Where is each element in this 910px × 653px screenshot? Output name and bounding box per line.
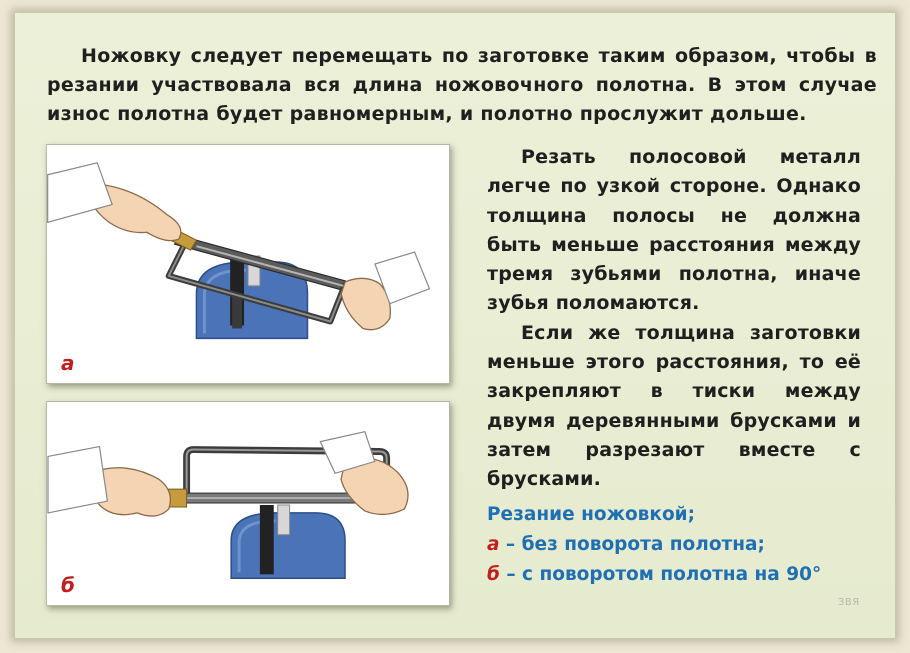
- right-paragraph-1: Резать полосовой металл легче по узкой стороне. Однако толщина полосы не должна быть меньше расстояния между тремя зубьями полотна, иначе зубья поломаются.: [487, 146, 861, 315]
- figure-caption: [487, 500, 867, 590]
- figure-a: [46, 144, 450, 384]
- figure-b-label: б: [61, 573, 75, 597]
- caption-title: Резание ножовкой;: [487, 504, 696, 525]
- right-paragraph-2: Если же толщина заготовки меньше этого расстояния, то её закрепляют в тиски между двумя деревянными брусками и затем разрезают вместе с брусками.: [487, 321, 861, 491]
- caption-item-b: [487, 560, 867, 590]
- caption-item-b-text: – с поворотом полотна на 90°: [499, 564, 822, 585]
- caption-item-a: [487, 530, 867, 560]
- intro-paragraph: Ножовку следует перемещать по заготовке таким образом, чтобы в резании участвовала вся длина ножовочного полотна. В этом случае износ полотна будет равномерным, и полотно прослужит дольше.: [47, 45, 877, 125]
- caption-item-a-text: – без поворота полотна;: [499, 534, 765, 555]
- watermark: ЗВЯ: [838, 597, 860, 608]
- figure-a-label: а: [61, 351, 75, 375]
- hacksaw-rotated-illustration: [47, 402, 449, 605]
- caption-item-a-key: а: [487, 534, 500, 555]
- figure-b: [46, 401, 450, 606]
- right-text-block: [487, 143, 861, 495]
- hacksaw-straight-illustration: [47, 145, 449, 383]
- caption-item-b-key: б: [487, 564, 500, 585]
